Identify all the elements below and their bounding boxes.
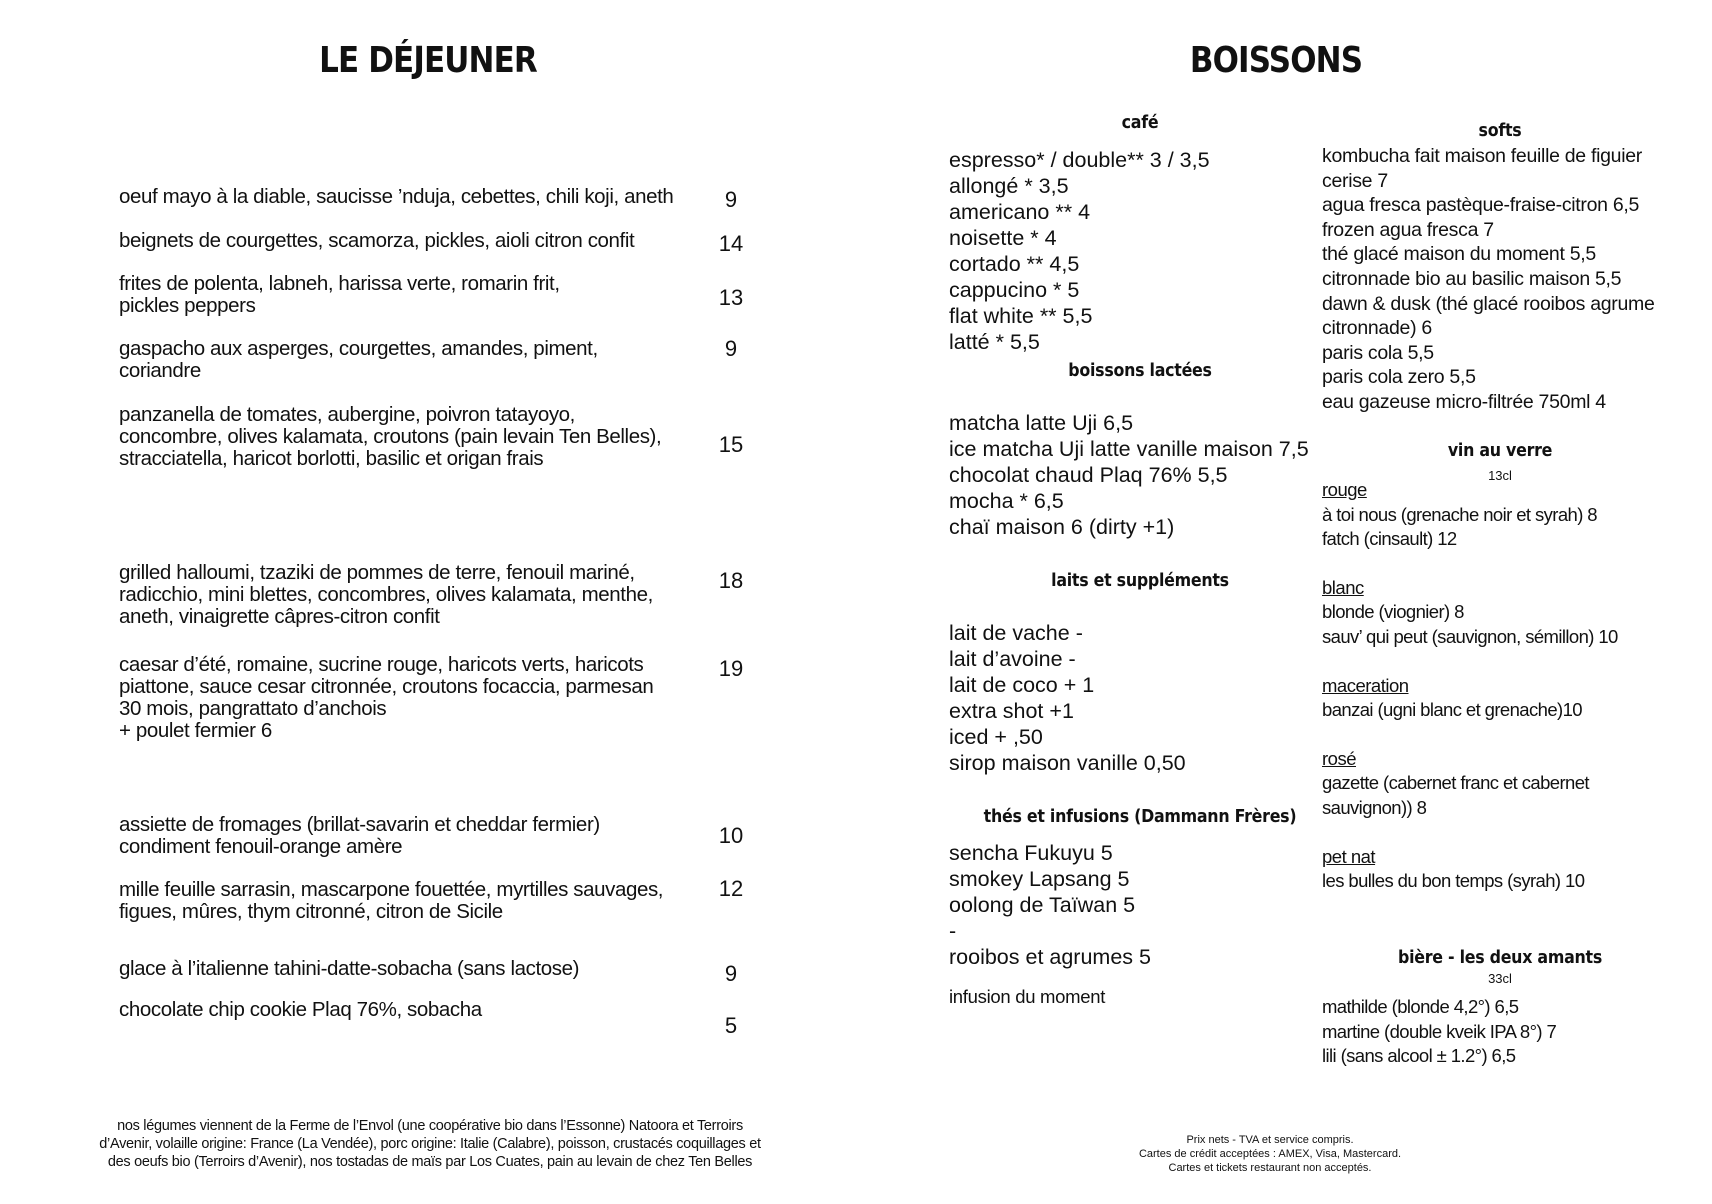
dish-line: glace à l’italienne tahini-datte-sobacha (sans lactose) <box>119 957 580 980</box>
lactee-item: ice matcha Uji latte vanille maison 7,5 <box>949 437 1309 461</box>
payment-info <box>1120 1133 1420 1175</box>
soft-item: paris cola 5,5 <box>1322 341 1434 364</box>
vin-item: fatch (cinsault) 12 <box>1322 528 1457 550</box>
dish-line: piattone, sauce cesar citronnée, croutons focaccia, parmesan <box>119 675 654 698</box>
lait-item: lait d’avoine - <box>949 647 1076 671</box>
dish-line: chocolate chip cookie Plaq 76%, sobacha <box>119 998 482 1021</box>
lait-item: sirop maison vanille 0,50 <box>949 751 1186 775</box>
lait-item: lait de coco + 1 <box>949 673 1095 697</box>
dish-price: 9 <box>724 961 738 986</box>
dish-item <box>119 186 694 208</box>
dish-line: panzanella de tomates, aubergine, poivron tatayoyo, <box>119 403 575 426</box>
vin-group-name: maceration <box>1322 674 1409 696</box>
soft-item: citronnade) 6 <box>1322 317 1432 340</box>
dish-item <box>119 999 694 1021</box>
the-item: oolong de Taïwan 5 <box>949 893 1136 917</box>
biere-item: lili (sans alcool ± 1.2°) 6,5 <box>1322 1045 1516 1067</box>
dish-line: radicchio, mini blettes, concombres, olives kalamata, menthe, <box>119 583 653 606</box>
cafe-item: latté * 5,5 <box>949 330 1040 354</box>
vin-item: les bulles du bon temps (syrah) 10 <box>1322 870 1585 892</box>
dish-price: 19 <box>718 656 744 681</box>
dish-item <box>119 654 694 742</box>
lactee-item: chaï maison 6 (dirty +1) <box>949 515 1175 539</box>
cafe-item: cappucino * 5 <box>949 278 1080 302</box>
boissons-title: BOISSONS <box>1189 40 1363 81</box>
dish-price: 12 <box>718 876 744 901</box>
vin-item: blonde (viognier) 8 <box>1322 601 1464 623</box>
dish-line: pickles peppers <box>119 294 256 317</box>
biere-list <box>1322 995 1556 1069</box>
vin-group-name: rosé <box>1322 747 1356 769</box>
soft-item: frozen agua fresca 7 <box>1322 218 1494 241</box>
lactee-item: matcha latte Uji 6,5 <box>949 411 1134 435</box>
cafe-item: cortado ** 4,5 <box>949 252 1080 276</box>
dish-line: frites de polenta, labneh, harissa verte, romarin frit, <box>119 272 560 295</box>
soft-item: cerise 7 <box>1322 169 1388 192</box>
dish-item <box>119 879 694 923</box>
dish-line: oeuf mayo à la diable, saucisse ’nduja, cebettes, chili koji, aneth <box>119 185 674 208</box>
soft-item: paris cola zero 5,5 <box>1322 366 1476 389</box>
dish-price: 13 <box>718 285 744 310</box>
dish-item <box>119 338 694 382</box>
dish-item <box>119 814 694 858</box>
footer-line: nos légumes viennent de la Ferme de l’Envol (une coopérative bio dans l’Essonne) Natoora et Terroirs <box>117 1118 743 1134</box>
cafe-item: flat white ** 5,5 <box>949 304 1093 328</box>
dish-line: figues, mûres, thym citronné, citron de Sicile <box>119 900 503 923</box>
vin-group <box>1322 845 1618 894</box>
dish-price: 5 <box>724 1013 738 1038</box>
lactees-heading: boissons lactées <box>1068 360 1212 381</box>
dish-item <box>119 404 694 470</box>
vin-group-name: rouge <box>1322 479 1367 500</box>
dish-line: condiment fenouil-orange amère <box>119 835 403 858</box>
lactee-item: mocha * 6,5 <box>949 489 1064 513</box>
thes-list <box>949 840 1151 970</box>
laits-heading: laits et suppléments <box>1051 570 1229 591</box>
dish-price: 15 <box>718 432 744 457</box>
soft-item: kombucha fait maison feuille de figuier <box>1322 145 1642 167</box>
vin-item: gazette (cabernet franc et cabernet <box>1322 772 1589 794</box>
soft-item: dawn & dusk (thé glacé rooibos agrume <box>1322 292 1655 315</box>
thes-last: infusion du moment <box>949 986 1106 1007</box>
soft-item: thé glacé maison du moment 5,5 <box>1322 243 1596 266</box>
laits-list <box>949 620 1186 776</box>
thes-heading: thés et infusions (Dammann Frères) <box>983 806 1297 827</box>
dish-line: aneth, vinaigrette câpres-citron confit <box>119 605 440 628</box>
lait-item: extra shot +1 <box>949 699 1074 723</box>
dish-line: beignets de courgettes, scamorza, pickles, aioli citron confit <box>119 229 635 252</box>
vin-item: sauvignon)) 8 <box>1322 796 1427 818</box>
softs-heading: softs <box>1478 120 1522 141</box>
cafe-item: allongé * 3,5 <box>949 174 1069 198</box>
dish-line: mille feuille sarrasin, mascarpone fouettée, myrtilles sauvages, <box>119 878 664 901</box>
vin-item: sauv’ qui peut (sauvignon, sémillon) 10 <box>1322 625 1618 647</box>
vin-group <box>1322 674 1618 723</box>
vin-group <box>1322 747 1618 821</box>
payment-line: Cartes et tickets restaurant non acceptés. <box>1168 1162 1372 1174</box>
vin-group-name: blanc <box>1322 576 1364 598</box>
softs-list <box>1322 144 1655 415</box>
payment-line: Prix nets - TVA et service compris. <box>1186 1134 1354 1146</box>
lait-item: lait de vache - <box>949 621 1083 645</box>
biere-item: mathilde (blonde 4,2°) 6,5 <box>1322 996 1519 1017</box>
dish-line: caesar d’été, romaine, sucrine rouge, haricots verts, haricots <box>119 653 644 676</box>
cafe-item: noisette * 4 <box>949 226 1057 250</box>
dish-price: 14 <box>718 231 744 256</box>
biere-item: martine (double kveik IPA 8°) 7 <box>1322 1020 1557 1042</box>
the-item: rooibos et agrumes 5 <box>949 945 1151 969</box>
dejeuner-title: LE DÉJEUNER <box>319 40 537 81</box>
biere-volume: 33cl <box>1488 971 1512 986</box>
cafe-item: espresso* / double** 3 / 3,5 <box>949 148 1210 172</box>
dish-price: 10 <box>718 823 744 848</box>
dish-item <box>119 230 694 252</box>
vin-group <box>1322 478 1618 552</box>
dish-item <box>119 562 694 628</box>
dish-line: 30 mois, pangrattato d’anchois <box>119 697 387 720</box>
the-item: - <box>949 919 957 943</box>
dish-price: 18 <box>718 568 744 593</box>
dish-line: concombre, olives kalamata, croutons (pain levain Ten Belles), <box>119 425 662 448</box>
soft-item: citronnade bio au basilic maison 5,5 <box>1322 267 1622 290</box>
vin-volume: 13cl <box>1488 468 1512 483</box>
vin-group-name: pet nat <box>1322 845 1376 867</box>
vin-item: à toi nous (grenache noir et syrah) 8 <box>1322 503 1597 525</box>
dish-line: + poulet fermier 6 <box>119 719 272 742</box>
vin-heading: vin au verre <box>1447 440 1553 461</box>
vin-item: banzai (ugni blanc et grenache)10 <box>1322 699 1582 721</box>
dish-price: 9 <box>724 187 738 212</box>
dish-line: grilled halloumi, tzaziki de pommes de terre, fenouil mariné, <box>119 561 635 584</box>
the-item: smokey Lapsang 5 <box>949 867 1130 891</box>
dish-price: 9 <box>724 336 738 361</box>
cafe-heading: café <box>1121 112 1159 133</box>
dish-line: stracciatella, haricot borlotti, basilic et origan frais <box>119 447 544 470</box>
dejeuner-footer <box>40 1117 820 1171</box>
dish-item <box>119 958 694 980</box>
soft-item: eau gazeuse micro-filtrée 750ml 4 <box>1322 390 1606 413</box>
biere-heading: bière - les deux amants <box>1398 947 1602 968</box>
dish-line: gaspacho aux asperges, courgettes, amandes, piment, <box>119 337 598 360</box>
cafe-list <box>949 147 1210 355</box>
lactees-list <box>949 410 1309 540</box>
vin-group <box>1322 576 1618 650</box>
footer-line: d’Avenir, volaille origine: France (La Vendée), porc origine: Italie (Calabre), poisson, crustacés coquillages et <box>99 1136 761 1152</box>
lait-item: iced + ,50 <box>949 725 1043 749</box>
dish-line: coriandre <box>119 359 201 382</box>
the-item: sencha Fukuyu 5 <box>949 841 1113 865</box>
soft-item: agua fresca pastèque-fraise-citron 6,5 <box>1322 194 1640 217</box>
vin-groups <box>1322 478 1618 918</box>
lactee-item: chocolat chaud Plaq 76% 5,5 <box>949 463 1228 487</box>
payment-line: Cartes de crédit acceptées : AMEX, Visa, Mastercard. <box>1138 1148 1402 1160</box>
dish-item <box>119 273 694 317</box>
footer-line: des oeufs bio (Terroirs d’Avenir), nos tostadas de maïs par Los Cuates, pain au levain de chez Ten Belles <box>107 1154 753 1170</box>
dish-line: assiette de fromages (brillat-savarin et cheddar fermier) <box>119 813 600 836</box>
cafe-item: americano ** 4 <box>949 200 1091 224</box>
